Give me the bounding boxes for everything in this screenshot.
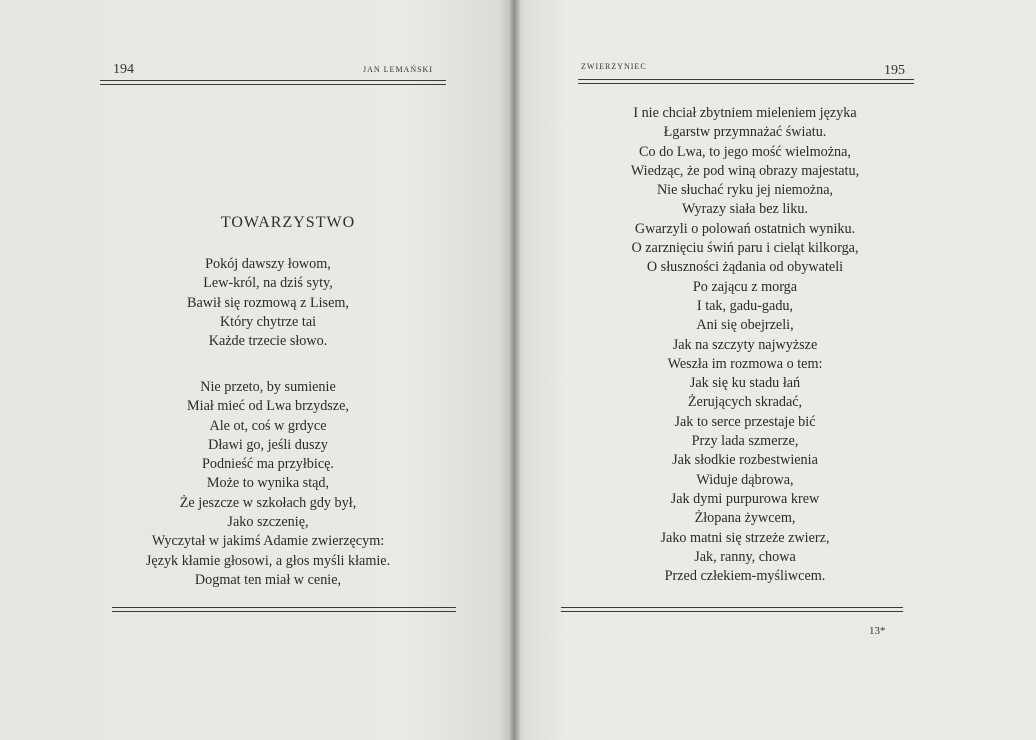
poem-continuation bbox=[546, 104, 944, 586]
poem-line: Że jeszcze w szkołach gdy był, bbox=[179, 494, 357, 511]
footer-rule-right-2 bbox=[561, 611, 903, 612]
poem-line: Wyrazy siała bez liku. bbox=[682, 201, 808, 218]
poem-line: Lew-król, na dziś syty, bbox=[203, 275, 333, 292]
poem-line: Miał mieć od Lwa brzydsze, bbox=[187, 398, 349, 415]
poem-line: Wiedząc, że pod winą obrazy majestatu, bbox=[630, 162, 860, 179]
poem-line: Dławi go, jeśli duszy bbox=[208, 436, 328, 453]
right-page bbox=[514, 0, 1036, 740]
poem-line: Żerujących skradać, bbox=[687, 394, 803, 411]
poem-line: I nie chciał zbytniem mieleniem języka bbox=[633, 105, 857, 121]
poem-line: Jak słodkie rozbestwienia bbox=[672, 452, 818, 469]
poem-line: Jak to serce przestaje bić bbox=[674, 413, 816, 430]
poem-line: Ani się obejrzeli, bbox=[696, 317, 794, 334]
poem-line: Jak dymi purpurowa krew bbox=[670, 490, 820, 507]
poem-line: Może to wynika stąd, bbox=[206, 475, 330, 492]
poem-line: Jak się ku stadu łań bbox=[689, 375, 801, 392]
poem-line: Ale ot, coś w grdyce bbox=[209, 417, 327, 434]
poem-line: Bawił się rozmową z Lisem, bbox=[187, 294, 349, 311]
poem-line: Przed człekiem-myśliwcem. bbox=[664, 568, 826, 585]
poem-line: Żłopana żywcem, bbox=[694, 510, 796, 527]
poem-line: Nie przeto, by sumienie bbox=[200, 379, 336, 395]
poem-line: Po zającu z morga bbox=[692, 278, 798, 295]
poem-line: Pokój dawszy łowom, bbox=[205, 256, 331, 272]
left-page bbox=[0, 0, 514, 740]
poem-line: O zarznięciu świń paru i cieląt kilkorga, bbox=[631, 240, 859, 257]
poem-title: TOWARZYSTWO bbox=[220, 214, 356, 231]
poem-line: Dogmat ten miał w cenie, bbox=[194, 571, 342, 588]
poem-line: Gwarzyli o polowań ostatnich wyniku. bbox=[634, 220, 856, 237]
poem-line: Podnieść ma przyłbicę. bbox=[202, 456, 334, 473]
poem-line: Łgarstw przymnażać światu. bbox=[663, 124, 827, 141]
poem-line: Widuje dąbrowa, bbox=[696, 471, 794, 488]
stanza-1 bbox=[80, 255, 456, 351]
poem-line: Jako matni się strzeże zwierz, bbox=[660, 529, 830, 546]
poem-line: Jako szczenię, bbox=[227, 514, 309, 531]
header-rule-left bbox=[100, 80, 446, 81]
poem-line: I tak, gadu-gadu, bbox=[696, 297, 794, 314]
poem-line: Weszła im rozmowa o tem: bbox=[667, 355, 823, 372]
stanza-2 bbox=[80, 378, 456, 590]
footer-rule-left-2 bbox=[112, 611, 456, 612]
poem-line: Język kłamie głosowi, a głos myśli kłamie. bbox=[145, 552, 391, 569]
poem-line: O słuszności żądania od obywateli bbox=[646, 259, 844, 276]
poem-line: Wyczytał w jakimś Adamie zwierzęcym: bbox=[151, 533, 385, 550]
footer-rule-left bbox=[112, 607, 456, 608]
running-head-left: JAN LEMAŃSKI bbox=[363, 65, 433, 74]
running-head-right: ZWIERZYNIEC bbox=[581, 62, 647, 71]
poem-line: Przy lada szmerze, bbox=[691, 433, 799, 450]
poem-line: Co do Lwa, to jego mość wielmożna, bbox=[639, 143, 851, 160]
page-number-right: 195 bbox=[884, 63, 905, 78]
footer-rule-right bbox=[561, 607, 903, 608]
header-rule-right bbox=[578, 79, 914, 80]
page-number-left: 194 bbox=[113, 62, 134, 77]
poem-line: Nie słuchać ryku jej niemożna, bbox=[656, 182, 834, 199]
header-rule-right-2 bbox=[578, 83, 914, 84]
signature-mark: 13* bbox=[869, 625, 886, 637]
poem-line: Jak na szczyty najwyższe bbox=[672, 336, 818, 353]
poem-line: Który chytrze tai bbox=[219, 313, 317, 330]
book-gutter bbox=[508, 0, 520, 740]
header-rule-left-2 bbox=[100, 84, 446, 85]
poem-line: Każde trzecie słowo. bbox=[208, 333, 328, 350]
poem-line: Jak, ranny, chowa bbox=[694, 548, 796, 565]
